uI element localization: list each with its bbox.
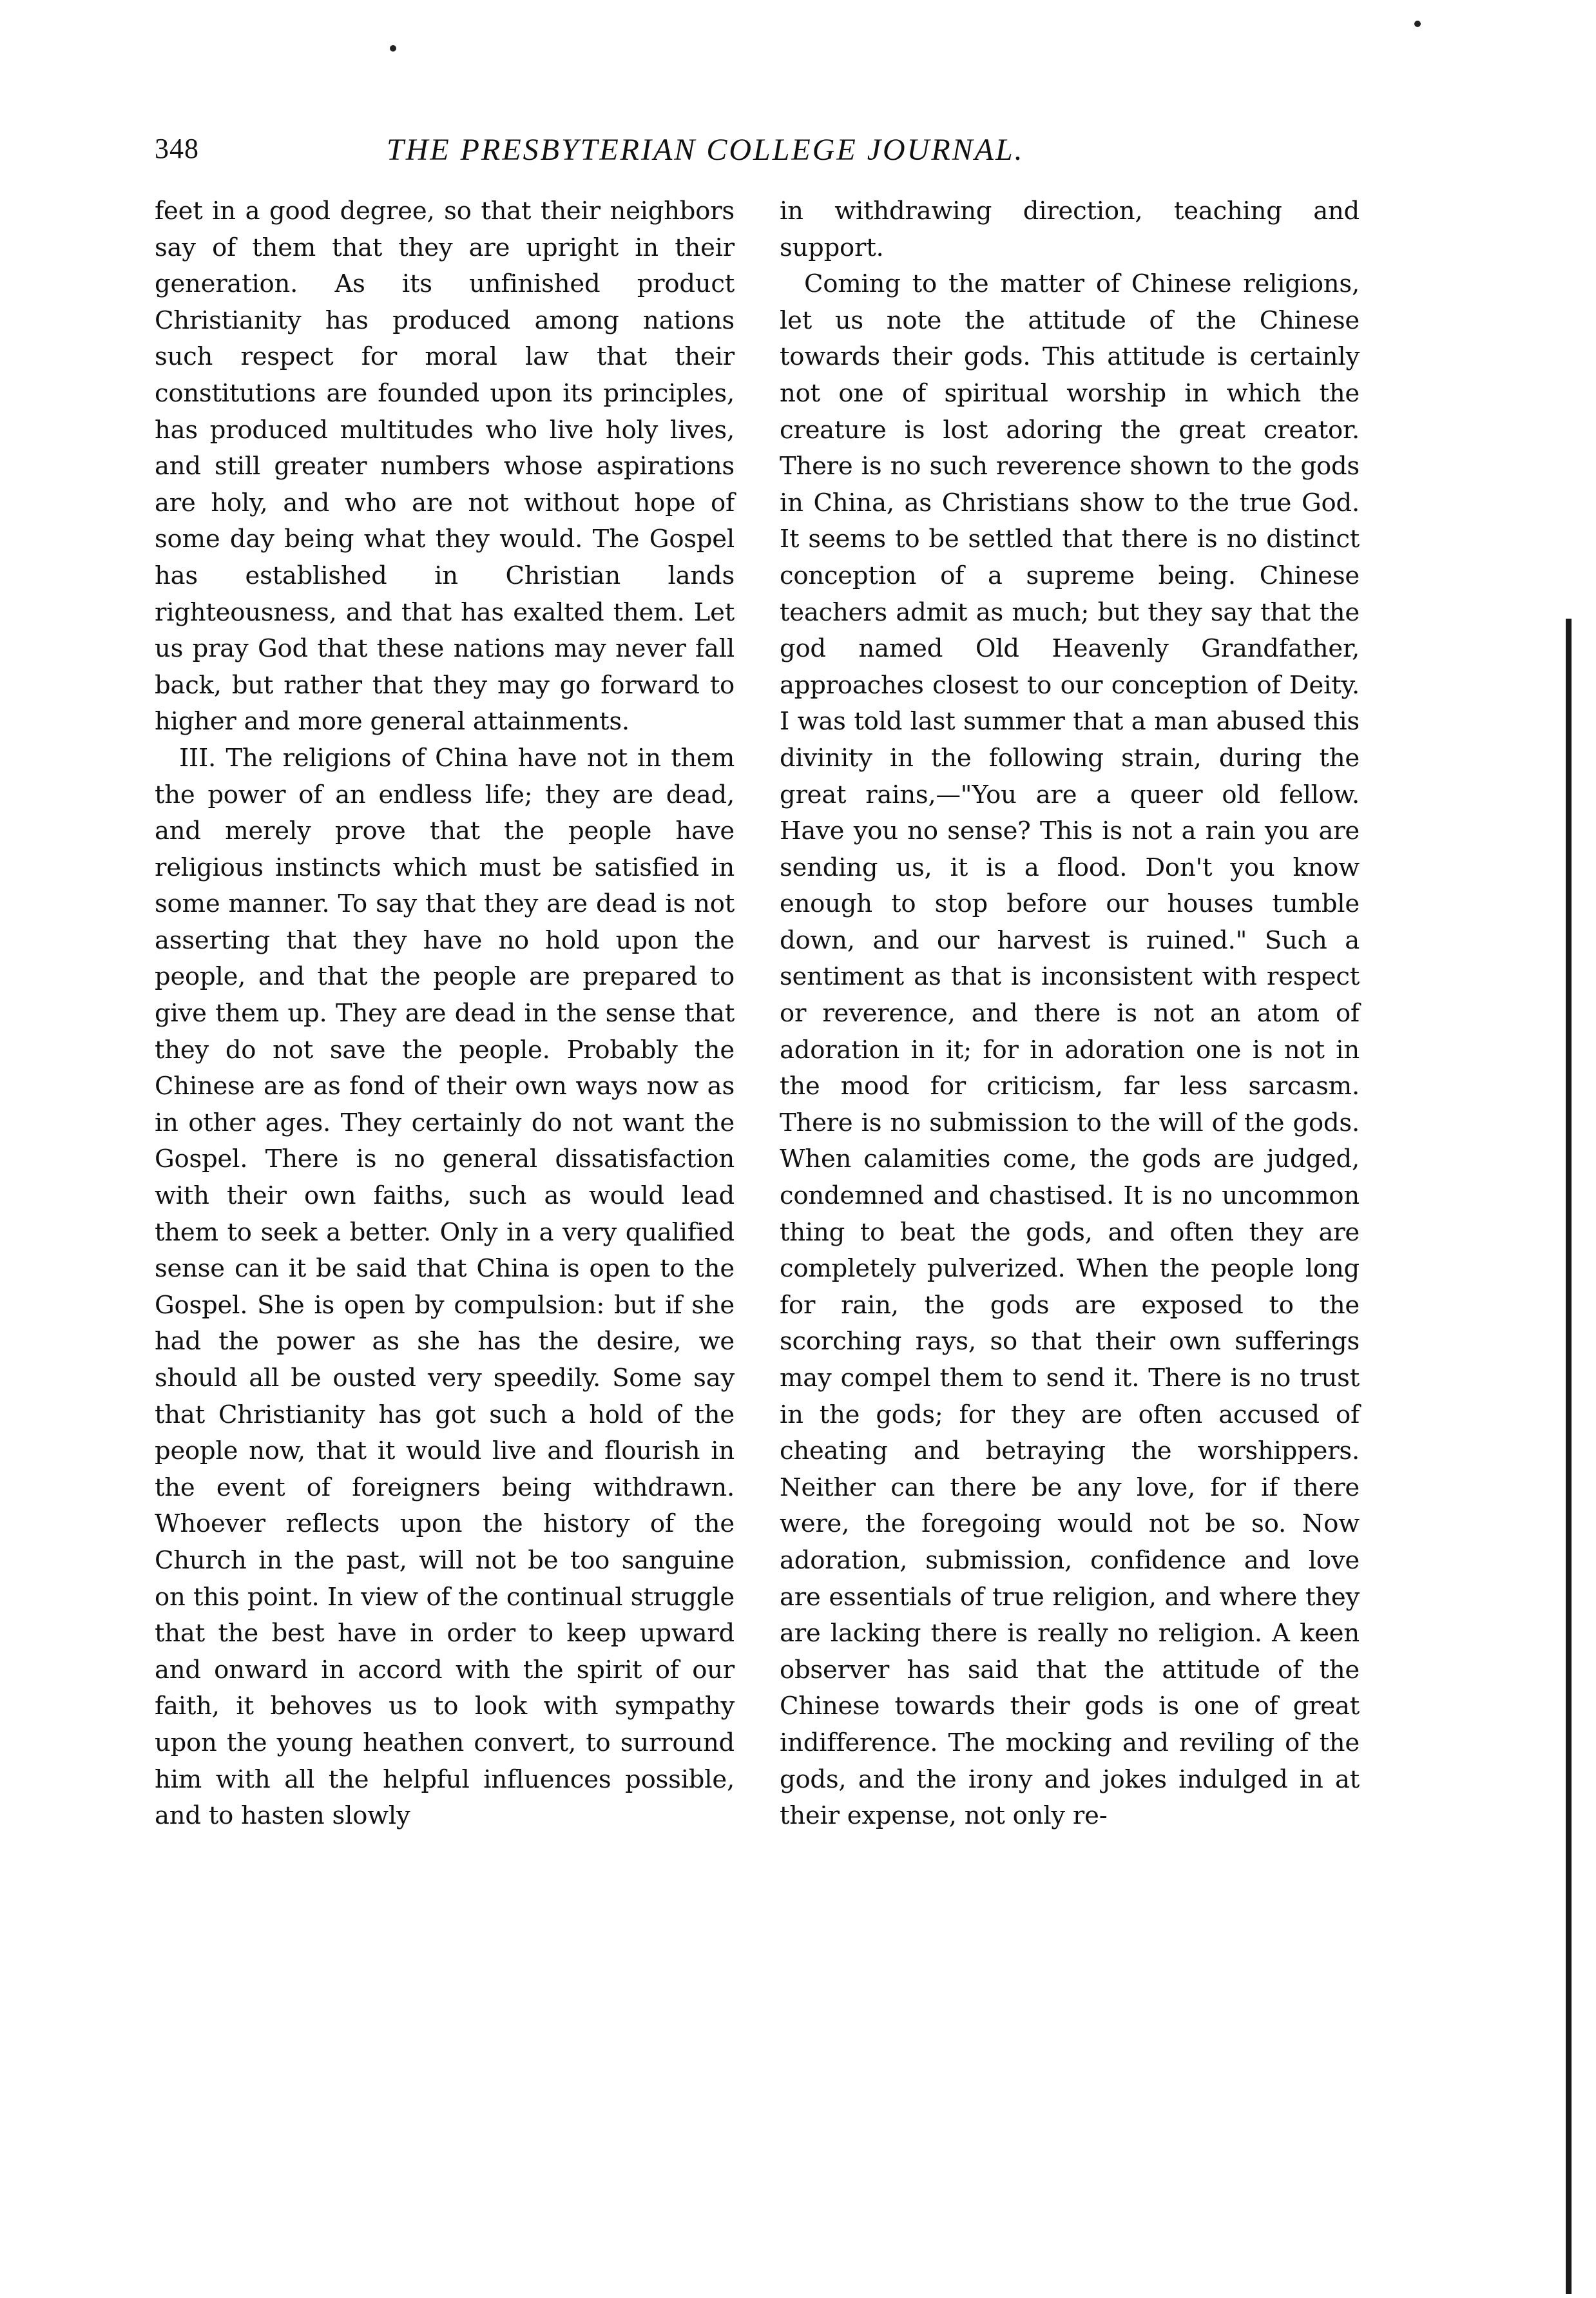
paragraph: feet in a good degree, so that their neighbors say of them that they are upright in their generation. As its unfinished product Christianity has produced among nations such respect for moral law that their constitutions are founded upon its principles, has produced multitudes who live holy lives, and still greater numbers whose aspirations are holy, and who are not without hope of some day being what they would. The Gospel has established in Christian lands righteousness, and that has exalted them. Let us pray God that these nations may never fall back, but rather that they may go forward to higher and more general attainments. (155, 197, 735, 737)
paragraph: in withdrawing direction, teaching and support. (780, 197, 1360, 262)
running-title: THE PRESBYTERIAN COLLEGE JOURNAL. (387, 133, 1024, 167)
paragraph: Coming to the matter of Chinese religions, let us note the attitude of the Chinese towards their gods. This attitude is certainly not one of spiritual worship in which the creature is lost adoring the great creator. There is no such reverence shown to the gods in China, as Christians show to the true God. It seems to be settled that there is no distinct conception of a supreme being. Chinese teachers admit as much; but they say that the god named Old Heavenly Grandfather, approaches closest to our conception of Deity. I was told last summer that a man abused this divinity in the following strain, during the great rains,—"You are a queer old fellow. Have you no sense? This is not a rain you are sending us, it is a flood. Don't you know enough to stop before our houses tumble down, and our harvest is ruined." Such a sentiment as that is inconsistent with respect or reverence, and there is not an atom of adoration in it; for in adoration one is not in the mood for criticism, far less sarcasm. There is no submission to the will of the gods. When calamities come, the gods are judged, condemned and chastised. It is no uncommon thing to beat the gods, and often they are completely pulverized. When the people long for rain, the gods are exposed to the scorching rays, so that their own sufferings may compel them to send it. There is no trust in the gods; for they are often accused of cheating and betraying the worshippers. Neither can there be any love, for if there were, the foregoing would not be so. Now adoration, submission, confidence and love are essentials of true religion, and where they are lacking there is really no religion. A keen observer has said that the attitude of the Chinese towards their gods is one of great indifference. The mocking and reviling of the gods, and the irony and jokes indulged in at their expense, not only re- (780, 269, 1360, 1831)
left-column (155, 193, 735, 1835)
page-header (155, 132, 1327, 177)
print-speck (1414, 21, 1421, 27)
print-speck (390, 45, 396, 52)
page-edge-rule (1566, 619, 1572, 2294)
paragraph: III. The religions of China have not in them the power of an endless life; they are dead, and merely prove that the people have religious instincts which must be satisfied in some manner. To say that they are dead is not asserting that they have no hold upon the people, and that the people are prepared to give them up. They are dead in the sense that they do not save the people. Probably the Chinese are as fond of their own ways now as in other ages. They certainly do not want the Gospel. There is no general dissatisfaction with their own faiths, such as would lead them to seek a better. Only in a very qualified sense can it be said that China is open to the Gospel. She is open by compulsion: but if she had the power as she has the desire, we should all be ousted very speedily. Some say that Christianity has got such a hold of the people now, that it would live and flourish in the event of foreigners being withdrawn. Whoever reflects upon the history of the Church in the past, will not be too sanguine on this point. In view of the continual struggle that the best have in order to keep upward and onward in accord with the spirit of our faith, it behoves us to look with sympathy upon the young heathen convert, to surround him with all the helpful influences possible, and to hasten slowly (155, 743, 735, 1831)
right-column (780, 193, 1360, 1835)
page-number: 348 (155, 133, 199, 164)
